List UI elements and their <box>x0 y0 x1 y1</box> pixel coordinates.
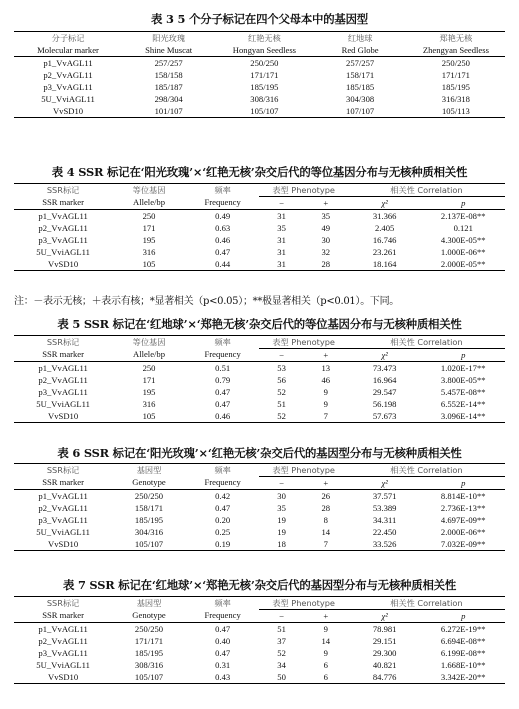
table-footnote: 注：－表示无核；＋表示有核；*显著相关（p<0.05）；**极显著相关（p<0.01）。下同。 <box>14 296 399 307</box>
table7-cell: 6 <box>304 671 348 684</box>
table7-row <box>14 671 505 684</box>
table7 <box>14 596 505 684</box>
table5-cell: 29.547 <box>372 386 397 397</box>
table7-cell: 14 <box>321 635 331 646</box>
table6-cell: VvSD10 <box>14 538 112 551</box>
table6-header-cell: Frequency <box>186 477 260 490</box>
table7-header-cell: p <box>421 610 505 623</box>
table7-cell: p3_VvAGL11 <box>38 647 88 658</box>
table5-cell: 52 <box>277 386 286 397</box>
table5-header-cell: 等位基因 <box>112 336 186 349</box>
table3 <box>14 31 505 118</box>
table3-cell: 257/257 <box>154 57 183 68</box>
table5-header-cell: 表型 Phenotype <box>259 336 347 349</box>
table7-cell: 52 <box>277 647 286 658</box>
table5-header-cell: 相关性 Correlation <box>348 336 505 349</box>
table3-cell: 185/185 <box>346 81 375 92</box>
table6-header-cell: 基因型 <box>112 464 186 477</box>
table4-header-cell: χ² <box>348 197 422 210</box>
table5-cell: 53 <box>277 362 286 373</box>
table5-cell: p3_VvAGL11 <box>38 386 88 397</box>
table7-row <box>14 623 505 636</box>
table6-row <box>14 490 505 503</box>
table4-cell: 0.121 <box>453 222 473 233</box>
table7-header-en-row <box>14 610 505 623</box>
table4-cell: 35 <box>277 222 286 233</box>
table7-row <box>14 635 505 647</box>
table6-header-cell: − <box>259 477 303 490</box>
table3-cell: 5U_VviAGL11 <box>41 93 95 104</box>
table4-row <box>14 210 505 223</box>
table5-header-cell: Frequency <box>186 349 260 362</box>
table5-row <box>14 374 505 386</box>
table7-cell: 0.31 <box>215 659 231 670</box>
table7-header-cell: 频率 <box>186 597 260 610</box>
table3-header-cell: Shine Muscat <box>122 44 215 57</box>
table5-cell: 52 <box>259 410 303 423</box>
table6-cell: 0.19 <box>186 538 260 551</box>
table5-header-zh-row <box>14 336 505 349</box>
table7-cell: 0.47 <box>215 647 231 658</box>
table6-cell: 19 <box>277 514 286 525</box>
table5-cell: 9 <box>323 398 328 409</box>
table5-header-cell: SSR marker <box>14 349 112 362</box>
table3-header-cell: 阳光玫瑰 <box>122 32 215 45</box>
table6-body <box>14 490 505 551</box>
table6-row <box>14 538 505 551</box>
table5-header-cell: − <box>259 349 303 362</box>
table6-row <box>14 502 505 514</box>
table7-header-cell: + <box>304 610 348 623</box>
table3-row <box>14 93 505 105</box>
table7-cell: 50 <box>259 671 303 684</box>
table6-cell: 22.450 <box>372 526 397 537</box>
table3-row <box>14 69 505 81</box>
table6-cell: 2.000E-06** <box>440 526 486 537</box>
table5-cell: 105 <box>112 410 186 423</box>
table7-cell: 29.300 <box>372 647 397 658</box>
table6-cell: 18 <box>259 538 303 551</box>
table3-cell: 185/187 <box>154 81 183 92</box>
table7-cell: 40.821 <box>372 659 397 670</box>
table7-cell: VvSD10 <box>14 671 112 684</box>
table4-cell: 18.164 <box>348 258 422 271</box>
table6-cell: p3_VvAGL11 <box>38 514 88 525</box>
table4-row <box>14 258 505 271</box>
table6-header-cell: 表型 Phenotype <box>259 464 347 477</box>
table7-header-cell: 表型 Phenotype <box>259 597 347 610</box>
table3-cell: p3_VvAGL11 <box>43 81 93 92</box>
table4-cell: 30 <box>321 234 331 245</box>
table4-cell: p1_VvAGL11 <box>38 210 88 221</box>
table3-caption: 表 3 5 个分子标记在四个父母本中的基因型 <box>151 12 368 26</box>
table4-cell: 35 <box>321 210 331 221</box>
table3-cell: 316/318 <box>441 93 470 104</box>
table3-row <box>14 57 505 70</box>
table6-cell: 26 <box>321 490 331 501</box>
table7-cell: 9 <box>323 623 328 634</box>
table4-header-en-row <box>14 197 505 210</box>
table6-header-cell: SSR marker <box>14 477 112 490</box>
table6-row <box>14 526 505 538</box>
table4-cell: 0.44 <box>186 258 260 271</box>
table6-header-en-row <box>14 477 505 490</box>
table5-cell: 0.47 <box>215 386 231 397</box>
table3-header-cell: 分子标记 <box>14 32 122 45</box>
table5-cell: 56.198 <box>372 398 397 409</box>
table5 <box>14 335 505 423</box>
table3-cell: 171/171 <box>441 69 470 80</box>
table4-cell: 31 <box>259 258 303 271</box>
table4-cell: 2.000E-05** <box>421 258 505 271</box>
table5-cell: 250 <box>142 362 156 373</box>
table3-cell: 298/304 <box>154 93 183 104</box>
table7-cell: 37 <box>277 635 286 646</box>
table5-caption: 表 5 SSR 标记在‘红地球’×‘郑艳无核’杂交后代的等位基因分布与无核种质相关性 <box>57 317 462 331</box>
table5-cell: 5.457E-08** <box>440 386 486 397</box>
table3-cell: 304/308 <box>346 93 375 104</box>
table4-cell: 0.46 <box>215 234 231 245</box>
table3-cell: p1_VvAGL11 <box>43 57 93 68</box>
table6-cell: 0.47 <box>215 502 231 513</box>
table5-header-cell: χ² <box>348 349 422 362</box>
table5-cell: 1.020E-17** <box>440 362 486 373</box>
table7-cell: 308/316 <box>134 659 164 670</box>
table7-cell: 6.272E-19** <box>440 623 486 634</box>
table4-header-cell: 等位基因 <box>112 184 186 197</box>
table5-cell: 56 <box>277 374 286 385</box>
table3-cell: 171/171 <box>250 69 279 80</box>
table7-cell: 250/250 <box>134 623 164 634</box>
table5-cell: 195 <box>142 386 156 397</box>
table5-cell: 6.552E-14** <box>440 398 486 409</box>
table4-header-zh-row <box>14 184 505 197</box>
table6-cell: 7 <box>304 538 348 551</box>
table5-header-cell: SSR标记 <box>14 336 112 349</box>
table6-cell: 2.736E-13** <box>440 502 486 513</box>
table4-cell: 32 <box>321 246 331 257</box>
table3-cell: p2_VvAGL11 <box>43 69 93 80</box>
table7-header-cell: − <box>259 610 303 623</box>
table4-header-cell: + <box>304 197 348 210</box>
table3-cell: 107/107 <box>313 105 406 118</box>
table7-cell: p2_VvAGL11 <box>38 635 88 646</box>
table4-header-cell: − <box>259 197 303 210</box>
table5-cell: 57.673 <box>348 410 422 423</box>
table5-cell: 73.473 <box>372 362 397 373</box>
table6-header-cell: Genotype <box>112 477 186 490</box>
table3-header-cell: 郑艳无核 <box>407 32 505 45</box>
table6-header-cell: + <box>304 477 348 490</box>
table5-row <box>14 398 505 410</box>
table7-cell: 1.668E-10** <box>440 659 486 670</box>
table7-cell: 78.981 <box>372 623 397 634</box>
table6-header-zh-row <box>14 464 505 477</box>
table5-cell: VvSD10 <box>14 410 112 423</box>
table6-cell: 30 <box>277 490 286 501</box>
table6-row <box>14 514 505 526</box>
table6-cell: 4.697E-09** <box>440 514 486 525</box>
table7-cell: 105/107 <box>112 671 186 684</box>
table4-cell: p2_VvAGL11 <box>38 222 88 233</box>
table5-cell: 16.964 <box>372 374 397 385</box>
table7-caption: 表 7 SSR 标记在‘红地球’×‘郑艳无核’杂交后代的基因型分布与无核种质相关性 <box>62 578 457 592</box>
table4-header-cell: SSR标记 <box>14 184 112 197</box>
table6-cell: 35 <box>277 502 286 513</box>
table3-cell: 250/250 <box>250 57 279 68</box>
table7-header-cell: 基因型 <box>112 597 186 610</box>
table4-cell: VvSD10 <box>14 258 112 271</box>
table6-cell: 7.032E-09** <box>421 538 505 551</box>
table4-body <box>14 210 505 271</box>
table4-header-cell: SSR marker <box>14 197 112 210</box>
table6-cell: 37.571 <box>372 490 397 501</box>
table5-cell: 5U_VviAGL11 <box>36 398 90 409</box>
table4-cell: 28 <box>304 258 348 271</box>
table3-cell: 185/195 <box>250 81 279 92</box>
table4-cell: 250 <box>142 210 156 221</box>
table5-cell: 0.47 <box>215 398 231 409</box>
table7-header-cell: 相关性 Correlation <box>348 597 505 610</box>
table4-cell: 0.47 <box>215 246 231 257</box>
table5-cell: p1_VvAGL11 <box>38 362 88 373</box>
table3-cell: 105/107 <box>215 105 313 118</box>
table3-cell: 105/113 <box>407 105 505 118</box>
table3-header-cell: 红地球 <box>313 32 406 45</box>
table4-cell: 1.000E-06** <box>440 246 486 257</box>
table6-cell: 19 <box>277 526 286 537</box>
table6-cell: 250/250 <box>134 490 164 501</box>
table7-header-zh-row <box>14 597 505 610</box>
table6-cell: 53.389 <box>372 502 397 513</box>
table4-cell: 31 <box>277 234 286 245</box>
table7-cell: 0.43 <box>186 671 260 684</box>
table7-cell: 6 <box>323 659 328 670</box>
table4-cell: 316 <box>142 246 156 257</box>
table7-cell: 84.776 <box>348 671 422 684</box>
table7-body <box>14 623 505 684</box>
table5-cell: 171 <box>142 374 156 385</box>
table3-header-cell: 红艳无核 <box>215 32 313 45</box>
table5-cell: 3.096E-14** <box>421 410 505 423</box>
table4-cell: 31 <box>277 246 286 257</box>
table5-cell: 0.46 <box>186 410 260 423</box>
table6-cell: 14 <box>321 526 331 537</box>
table5-cell: 7 <box>304 410 348 423</box>
table4-row <box>14 234 505 246</box>
table5-row <box>14 410 505 423</box>
table7-header-cell: SSR标记 <box>14 597 112 610</box>
table5-row <box>14 362 505 375</box>
table7-cell: 5U_VviAGL11 <box>36 659 90 670</box>
table4-cell: 31.366 <box>372 210 397 221</box>
table3-cell: VvSD10 <box>14 105 122 118</box>
table5-cell: 316 <box>142 398 156 409</box>
table6-cell: 34.311 <box>373 514 397 525</box>
table5-cell: 51 <box>277 398 286 409</box>
table6 <box>14 463 505 551</box>
table7-header-cell: SSR marker <box>14 610 112 623</box>
table3-header-zh-row <box>14 32 505 45</box>
table5-cell: 0.79 <box>215 374 231 385</box>
table4-cell: 23.261 <box>372 246 397 257</box>
table7-cell: 3.342E-20** <box>421 671 505 684</box>
table5-body <box>14 362 505 423</box>
table3-cell: 185/195 <box>441 81 470 92</box>
table4-cell: 2.137E-08** <box>440 210 486 221</box>
table4-header-cell: Allele/bp <box>112 197 186 210</box>
table5-cell: 13 <box>321 362 331 373</box>
table6-cell: 105/107 <box>112 538 186 551</box>
table6-cell: 8 <box>323 514 328 525</box>
table6-cell: 33.526 <box>348 538 422 551</box>
table4-header-cell: 表型 Phenotype <box>259 184 347 197</box>
table4-header-cell: p <box>421 197 505 210</box>
table6-cell: 0.42 <box>215 490 231 501</box>
table4-cell: 171 <box>142 222 156 233</box>
table7-cell: 6.694E-08** <box>440 635 486 646</box>
table6-cell: 158/171 <box>134 502 164 513</box>
table3-header-cell: Molecular marker <box>14 44 122 57</box>
table3-header-cell: Zhengyan Seedless <box>407 44 505 57</box>
table3-header-cell: Red Globe <box>313 44 406 57</box>
table4-cell: 0.63 <box>215 222 231 233</box>
table4-cell: 195 <box>142 234 156 245</box>
table3-row <box>14 105 505 118</box>
table5-cell: p2_VvAGL11 <box>38 374 88 385</box>
table5-cell: 0.51 <box>215 362 231 373</box>
table7-row <box>14 647 505 659</box>
table6-cell: 0.25 <box>215 526 231 537</box>
table4-cell: 5U_VviAGL11 <box>36 246 90 257</box>
table4 <box>14 183 505 271</box>
table6-caption: 表 6 SSR 标记在‘阳光玫瑰’×‘红艳无核’杂交后代的基因型分布与无核种质相关性 <box>57 446 462 460</box>
table6-cell: 185/195 <box>134 514 164 525</box>
table6-header-cell: χ² <box>348 477 422 490</box>
table5-row <box>14 386 505 398</box>
table4-row <box>14 222 505 234</box>
table6-cell: p2_VvAGL11 <box>38 502 88 513</box>
table5-header-en-row <box>14 349 505 362</box>
table3-cell: 257/257 <box>346 57 375 68</box>
table6-header-cell: 相关性 Correlation <box>348 464 505 477</box>
table4-cell: 0.49 <box>215 210 231 221</box>
table5-cell: 3.800E-05** <box>440 374 486 385</box>
table5-header-cell: + <box>304 349 348 362</box>
table5-header-cell: Allele/bp <box>112 349 186 362</box>
table7-header-cell: Genotype <box>112 610 186 623</box>
table3-cell: 250/250 <box>441 57 470 68</box>
table4-cell: 2.405 <box>374 222 395 233</box>
table7-cell: p1_VvAGL11 <box>38 623 88 634</box>
table3-body <box>14 57 505 118</box>
table6-header-cell: 频率 <box>186 464 260 477</box>
table7-cell: 9 <box>323 647 328 658</box>
table4-header-cell: 相关性 Correlation <box>348 184 505 197</box>
table3-cell: 308/316 <box>250 93 279 104</box>
table6-cell: 5U_VviAGL11 <box>36 526 90 537</box>
table3-cell: 158/171 <box>346 69 375 80</box>
table6-cell: p1_VvAGL11 <box>38 490 88 501</box>
table6-header-cell: p <box>421 477 505 490</box>
table4-cell: 16.746 <box>372 234 397 245</box>
table7-cell: 34 <box>277 659 286 670</box>
table3-header-en-row <box>14 44 505 57</box>
table7-cell: 0.40 <box>215 635 231 646</box>
table4-cell: p3_VvAGL11 <box>38 234 88 245</box>
table7-cell: 171/171 <box>134 635 164 646</box>
table4-header-cell: Frequency <box>186 197 260 210</box>
table7-cell: 0.47 <box>215 623 231 634</box>
table4-cell: 4.300E-05** <box>440 234 486 245</box>
table6-cell: 8.814E-10** <box>440 490 486 501</box>
table6-cell: 304/316 <box>134 526 164 537</box>
table5-cell: 9 <box>323 386 328 397</box>
table3-row <box>14 81 505 93</box>
table7-cell: 51 <box>277 623 286 634</box>
table4-row <box>14 246 505 258</box>
table3-header-cell: Hongyan Seedless <box>215 44 313 57</box>
table5-header-cell: p <box>421 349 505 362</box>
table3-cell: 158/158 <box>154 69 183 80</box>
table5-header-cell: 频率 <box>186 336 260 349</box>
table4-cell: 49 <box>321 222 331 233</box>
table5-cell: 46 <box>321 374 331 385</box>
table7-cell: 185/195 <box>134 647 164 658</box>
table3-cell: 101/107 <box>122 105 215 118</box>
table7-row <box>14 659 505 671</box>
table6-cell: 0.20 <box>215 514 231 525</box>
table7-cell: 6.199E-08** <box>440 647 486 658</box>
table6-header-cell: SSR标记 <box>14 464 112 477</box>
table6-cell: 28 <box>321 502 331 513</box>
table4-header-cell: 频率 <box>186 184 260 197</box>
table4-caption: 表 4 SSR 标记在‘阳光玫瑰’×‘红艳无核’杂交后代的等位基因分布与无核种质相关性 <box>51 165 468 179</box>
table7-header-cell: Frequency <box>186 610 260 623</box>
table4-cell: 31 <box>277 210 286 221</box>
table4-cell: 105 <box>112 258 186 271</box>
table7-header-cell: χ² <box>348 610 422 623</box>
table7-cell: 29.151 <box>372 635 397 646</box>
